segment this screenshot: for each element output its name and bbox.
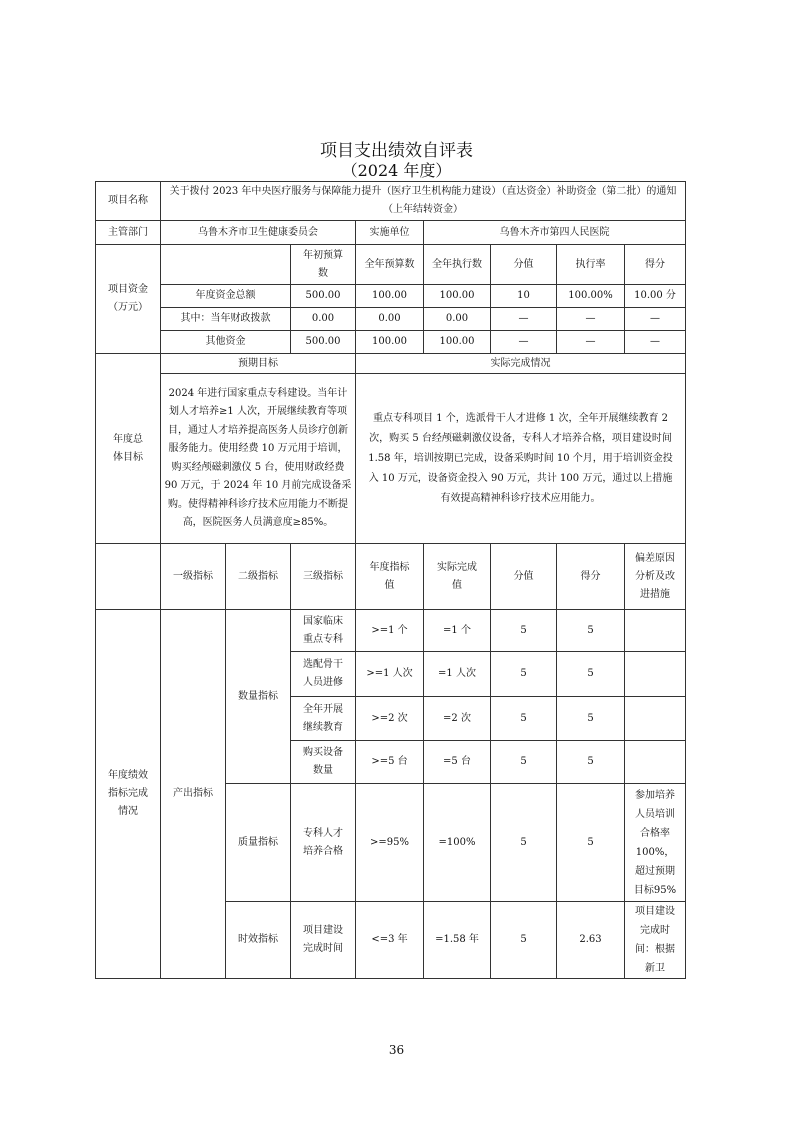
project-name-row	[96, 182, 686, 221]
level3-indicator: 购买设备数量	[291, 741, 356, 784]
funds-cell: 100.00	[424, 285, 491, 308]
funds-row	[96, 331, 686, 354]
annual-goal-label: 年度总体目标	[96, 354, 161, 544]
target-value: <=3 年	[356, 902, 424, 979]
performance-table	[95, 181, 686, 979]
goal-content-row	[96, 374, 686, 544]
funds-cell: 100.00	[356, 285, 424, 308]
page-title: 项目支出绩效自评表	[320, 141, 473, 161]
indicator-header: 偏差原因分析及改进措施	[625, 544, 686, 610]
indicator-header: 年度指标值	[356, 544, 424, 610]
score-value: 5	[491, 610, 557, 652]
actual-value: =2 次	[424, 697, 491, 741]
level3-indicator: 选配骨干人员进修	[291, 652, 356, 697]
level1-indicator: 产出指标	[161, 610, 226, 979]
funds-cell: —	[625, 331, 686, 354]
funds-cell: —	[491, 331, 557, 354]
actual-value: =1.58 年	[424, 902, 491, 979]
score-value: 5	[491, 784, 557, 902]
indicator-header-blank	[96, 544, 161, 610]
actual-result-text: 重点专科项目 1 个，选派骨干人才进修 1 次，全年开展继续教育 2 次，购买 5 台经颅磁刺激仪设备，专科人才培养合格，项目建设时间 1.58 年，培训按期已完成，设备采购时间 10 个月，用于培训资金投入 10 万元，设备资金投入 90 万元，共计 100 万元，通过以上措施有效提高精神科诊疗技术应用能力。	[356, 374, 686, 544]
expected-goal-text: 2024 年进行国家重点专科建设。当年计划人才培养≥1 人次，开展继续教育等项目，通过人才培养提高医务人员诊疗创新服务能力。使用经费 10 万元用于培训，购买经颅磁刺激仪 5 台，使用财政经费 90 万元，于 2024 年 10 月前完成设备采购。使得精神科诊疗技术应用能力不断提高，医院医务人员满意度≥85%。	[161, 374, 356, 544]
department-row	[96, 221, 686, 245]
funds-cell: 500.00	[291, 331, 356, 354]
funds-header-blank	[161, 245, 291, 285]
funds-cell: 500.00	[291, 285, 356, 308]
funds-cell: —	[491, 308, 557, 331]
funds-header-cell: 执行率	[557, 245, 625, 285]
target-value: >=2 次	[356, 697, 424, 741]
goal-header-row	[96, 354, 686, 374]
dept-value: 乌鲁木齐市卫生健康委员会	[161, 221, 356, 245]
level2-indicator: 数量指标	[226, 610, 291, 784]
deviation-note	[625, 652, 686, 697]
funds-cell: —	[557, 308, 625, 331]
funds-header-cell: 全年预算数	[356, 245, 424, 285]
level2-indicator: 质量指标	[226, 784, 291, 902]
funds-row-name: 其他资金	[161, 331, 291, 354]
got-value: 5	[557, 652, 625, 697]
funds-cell: 10	[491, 285, 557, 308]
level3-indicator: 专科人才培养合格	[291, 784, 356, 902]
score-value: 5	[491, 697, 557, 741]
impl-label: 实施单位	[356, 221, 424, 245]
got-value: 5	[557, 741, 625, 784]
indicator-header: 分值	[491, 544, 557, 610]
funds-header-cell: 年初预算数	[291, 245, 356, 285]
deviation-note	[625, 697, 686, 741]
indicator-row	[96, 610, 686, 652]
indicator-section-label: 年度绩效指标完成情况	[96, 610, 161, 979]
deviation-note: 参加培养人员培训合格率100%，超过预期目标95%	[625, 784, 686, 902]
target-value: >=1 人次	[356, 652, 424, 697]
expected-goal-header: 预期目标	[161, 354, 356, 374]
score-value: 5	[491, 652, 557, 697]
deviation-note	[625, 741, 686, 784]
target-value: >=1 个	[356, 610, 424, 652]
indicator-header: 得分	[557, 544, 625, 610]
target-value: >=5 台	[356, 741, 424, 784]
dept-label: 主管部门	[96, 221, 161, 245]
project-name-label: 项目名称	[96, 182, 161, 221]
level3-indicator: 项目建设完成时间	[291, 902, 356, 979]
funds-row-name: 年度资金总额	[161, 285, 291, 308]
actual-value: =1 个	[424, 610, 491, 652]
level2-indicator: 时效指标	[226, 902, 291, 979]
got-value: 2.63	[557, 902, 625, 979]
actual-value: =1 人次	[424, 652, 491, 697]
funds-cell: —	[625, 308, 686, 331]
got-value: 5	[557, 610, 625, 652]
got-value: 5	[557, 697, 625, 741]
funds-label: 项目资金（万元）	[96, 245, 161, 354]
actual-result-header: 实际完成情况	[356, 354, 686, 374]
funds-header-cell: 得分	[625, 245, 686, 285]
funds-row-name: 其中：当年财政拨款	[161, 308, 291, 331]
funds-header-row	[96, 245, 686, 285]
funds-row	[96, 308, 686, 331]
funds-row	[96, 285, 686, 308]
funds-cell: 100.00	[356, 331, 424, 354]
actual-value: =5 台	[424, 741, 491, 784]
indicator-header: 实际完成值	[424, 544, 491, 610]
level3-indicator: 全年开展继续教育	[291, 697, 356, 741]
deviation-note	[625, 610, 686, 652]
funds-cell: 100.00%	[557, 285, 625, 308]
got-value: 5	[557, 784, 625, 902]
indicator-header-row	[96, 544, 686, 610]
funds-cell: 100.00	[424, 331, 491, 354]
score-value: 5	[491, 741, 557, 784]
page-subtitle: （2024 年度）	[341, 161, 452, 180]
project-name-value: 关于拨付 2023 年中央医疗服务与保障能力提升（医疗卫生机构能力建设）（直达资金）补助资金（第二批）的通知（上年结转资金）	[161, 182, 686, 221]
impl-value: 乌鲁木齐市第四人民医院	[424, 221, 686, 245]
funds-cell: 0.00	[291, 308, 356, 331]
funds-cell: 0.00	[424, 308, 491, 331]
target-value: >=95%	[356, 784, 424, 902]
deviation-note: 项目建设完成时间：根据新卫	[625, 902, 686, 979]
funds-header-cell: 全年执行数	[424, 245, 491, 285]
funds-cell: 10.00 分	[625, 285, 686, 308]
indicator-header: 三级指标	[291, 544, 356, 610]
level3-indicator: 国家临床重点专科	[291, 610, 356, 652]
page-number: 36	[388, 1043, 405, 1057]
funds-header-cell: 分值	[491, 245, 557, 285]
funds-cell: —	[557, 331, 625, 354]
indicator-header: 二级指标	[226, 544, 291, 610]
score-value: 5	[491, 902, 557, 979]
actual-value: =100%	[424, 784, 491, 902]
funds-cell: 0.00	[356, 308, 424, 331]
indicator-header: 一级指标	[161, 544, 226, 610]
